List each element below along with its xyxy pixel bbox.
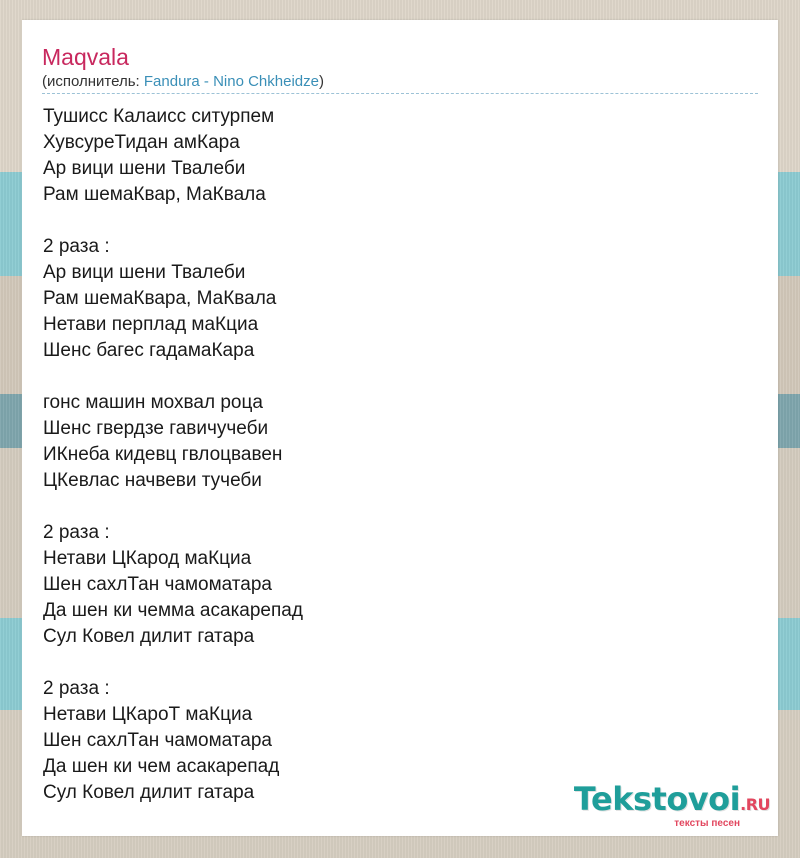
lyric-line: Шенс гвердзе гавичучеби [43,418,269,439]
lyric-line [43,364,303,390]
song-title: Maqvala [42,44,129,70]
lyric-line: ИКнеба кидевц гвлоцвавен [43,444,283,465]
logo-subtitle: тексты песен [674,818,740,829]
lyric-line [43,208,303,234]
lyric-line: Шенс багес гадамаКара [43,340,255,361]
logo-wordmark [574,782,770,822]
divider [42,93,758,94]
artist-line [42,73,324,90]
lyric-line: Нетави ЦКарод маКциа [43,548,252,569]
artist-link[interactable]: Fandura - Nino Chkheidze [143,73,319,90]
lyric-line: Ар вици шени Твалеби [43,158,246,179]
lyric-line: Ар вици шени Твалеби [43,262,246,283]
artist-suffix: ) [318,73,324,90]
lyric-line: Рам шемаКвара, МаКвала [43,288,277,309]
lyric-line: Рам шемаКвар, МаКвала [43,184,266,205]
logo-name: Tekstovoi [573,780,741,818]
lyric-line: 2 раза : [43,522,110,543]
lyric-line: Да шен ки чемма асакарепад [43,600,303,621]
lyrics-text [43,104,303,806]
lyric-line: Сул Ковел дилит гатара [43,782,255,803]
lyric-line: Шен сахлТан чамоматара [43,730,272,751]
lyrics-card [22,20,778,836]
lyric-line: ЦКевлас начвеви тучеби [43,470,262,491]
lyric-line [43,650,303,676]
lyric-line: Да шен ки чем асакарепад [43,756,280,777]
logo-tld: .RU [740,795,770,814]
lyric-line [43,494,303,520]
lyric-line: Шен сахлТан чамоматара [43,574,272,595]
lyric-line: 2 раза : [43,678,110,699]
lyric-line: гонс машин мохвал роца [43,392,263,413]
lyric-line: Тушисс Калаисс ситурпем [43,106,275,127]
lyric-line: Нетави перплад маКциа [43,314,259,335]
lyric-line: Сул Ковел дилит гатара [43,626,255,647]
lyric-line: 2 раза : [43,236,110,257]
lyric-line: ХувсуреТидан амКара [43,132,240,153]
lyric-line: Нетави ЦКароТ маКциа [43,704,253,725]
site-logo[interactable] [574,782,770,830]
artist-prefix: (исполнитель: [42,73,144,90]
